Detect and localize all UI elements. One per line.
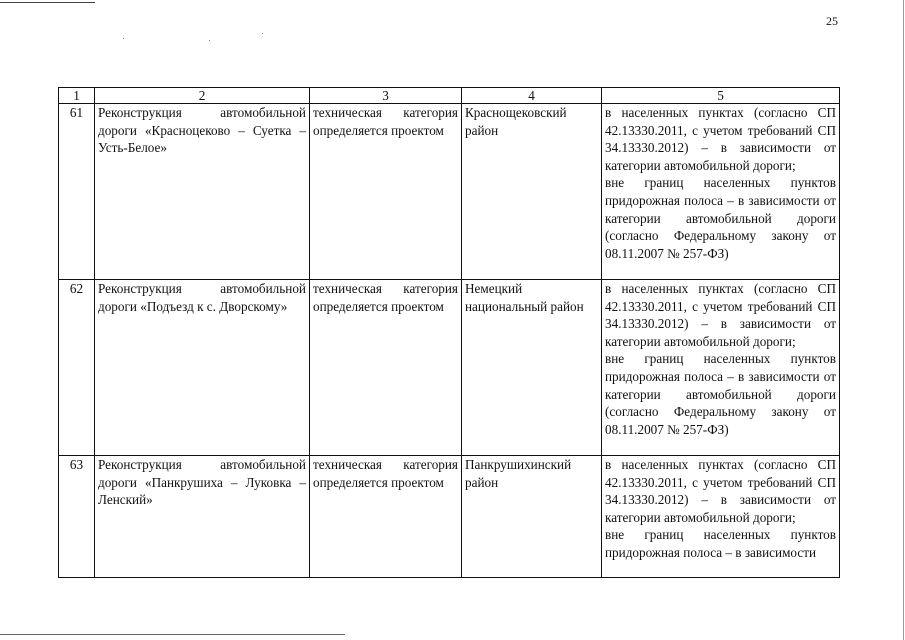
district: Краснощековский район — [462, 104, 602, 280]
column-number: 3 — [310, 88, 462, 104]
zone-conditions — [602, 280, 840, 456]
table-row — [59, 456, 840, 578]
zone-conditions — [602, 456, 840, 578]
row-number: 61 — [59, 104, 95, 280]
scan-speck — [262, 33, 263, 34]
zone-conditions — [602, 104, 840, 280]
zone-conditions-text: в населенных пунктах (согласно СП 42.13330.2011, с учетом требований СП 34.13330.2012) – в зависимости от категории автомобильной дороги; вне границ населенных пунктов придорожная полоса – в зависимости — [605, 457, 836, 560]
scan-edge-top — [0, 2, 95, 3]
technical-category: техническая категория определяется проектом — [310, 104, 462, 280]
page-number: 25 — [826, 14, 838, 28]
technical-category: техническая категория определяется проектом — [310, 456, 462, 578]
column-number: 1 — [59, 88, 95, 104]
scan-edge-right — [903, 0, 904, 640]
scan-speck — [209, 40, 210, 41]
zone-conditions-text: в населенных пунктах (согласно СП 42.13330.2011, с учетом требований СП 34.13330.2012) – в зависимости от категории автомобильной дороги; вне границ населенных пунктов придорожная полоса – в зависимости от категории автомобильной дороги (согласно Федеральному закону от 08.11.2007 № 257-ФЗ) — [605, 281, 836, 437]
scan-edge-bottom — [0, 634, 345, 635]
scan-speck — [123, 38, 124, 39]
row-number: 62 — [59, 280, 95, 456]
district: Панкрушихинский район — [462, 456, 602, 578]
column-number-row — [59, 88, 840, 104]
row-number: 63 — [59, 456, 95, 578]
district: Немецкий национальный район — [462, 280, 602, 456]
road-name: Реконструкция автомобильной дороги «Панкрушиха – Луковка – Ленский» — [95, 456, 310, 578]
column-number: 4 — [462, 88, 602, 104]
table-row — [59, 104, 840, 280]
column-number: 5 — [602, 88, 840, 104]
table-row — [59, 280, 840, 456]
zone-conditions-text: в населенных пунктах (согласно СП 42.13330.2011, с учетом требований СП 34.13330.2012) – в зависимости от категории автомобильной дороги; вне границ населенных пунктов придорожная полоса – в зависимости от категории автомобильной дороги (согласно Федеральному закону от 08.11.2007 № 257-ФЗ) — [605, 105, 836, 261]
technical-category: техническая категория определяется проектом — [310, 280, 462, 456]
roads-table — [58, 87, 840, 578]
road-name: Реконструкция автомобильной дороги «Красноцеково – Суетка – Усть-Белое» — [95, 104, 310, 280]
column-number: 2 — [95, 88, 310, 104]
road-name: Реконструкция автомобильной дороги «Подъезд к с. Дворскому» — [95, 280, 310, 456]
